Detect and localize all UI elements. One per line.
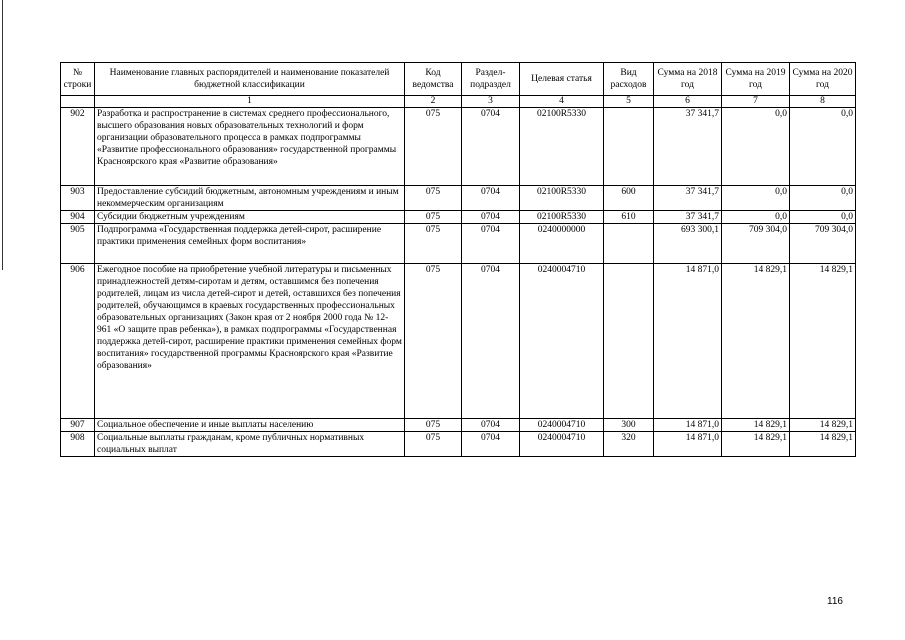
row-sum-2018: 37 341,7 [654,186,722,211]
row-number: 907 [61,419,95,432]
row-number: 905 [61,224,95,264]
row-sum-2019: 14 829,1 [722,264,790,419]
column-number-row [61,96,856,108]
row-sum-2018: 14 871,0 [654,264,722,419]
row-code: 075 [405,419,462,432]
row-section: 0704 [462,108,520,186]
table-row [61,186,856,211]
header-kind: Вид расходов [604,63,654,96]
row-sum-2019: 14 829,1 [722,432,790,457]
row-sum-2018: 14 871,0 [654,419,722,432]
row-number: 902 [61,108,95,186]
row-sum-2019: 0,0 [722,108,790,186]
header-sum-2019: Сумма на 2019 год [722,63,790,96]
row-code: 075 [405,108,462,186]
column-number: 2 [405,96,462,108]
row-sum-2020: 0,0 [790,108,856,186]
row-name: Разработка и распространение в системах среднего профессионального, высшего образования новых образовательных технологий и форм организации образовательного процесса в рамках подпрограммы «Развитие профессионального образования» государственной программы Красноярского края «Развитие образования» [95,108,405,186]
header-sum-2018: Сумма на 2018 год [654,63,722,96]
column-number: 1 [95,96,405,108]
row-sum-2020: 14 829,1 [790,432,856,457]
row-sum-2018: 37 341,7 [654,211,722,224]
row-sum-2020: 709 304,0 [790,224,856,264]
scan-edge-line [2,0,3,270]
row-kind: 300 [604,419,654,432]
row-number: 904 [61,211,95,224]
row-kind [604,108,654,186]
row-number: 908 [61,432,95,457]
row-section: 0704 [462,432,520,457]
page-number: 116 [827,596,843,607]
row-number: 903 [61,186,95,211]
column-number: 8 [790,96,856,108]
header-sum-2020: Сумма на 2020 год [790,63,856,96]
row-section: 0704 [462,264,520,419]
row-name: Субсидии бюджетным учреждениям [95,211,405,224]
row-kind [604,264,654,419]
row-code: 075 [405,432,462,457]
column-number [61,96,95,108]
row-name: Социальные выплаты гражданам, кроме публичных нормативных социальных выплат [95,432,405,457]
row-name: Предоставление субсидий бюджетным, автономным учреждениям и иным некоммерческим организациям [95,186,405,211]
table-row [61,264,856,419]
row-sum-2020: 0,0 [790,211,856,224]
row-sum-2019: 0,0 [722,211,790,224]
row-code: 075 [405,224,462,264]
row-sum-2019: 0,0 [722,186,790,211]
row-target: 0240000000 [520,224,604,264]
column-number: 6 [654,96,722,108]
header-row-number: № строки [61,63,95,96]
header-name: Наименование главных распорядителей и наименование показателей бюджетной классификации [95,63,405,96]
row-sum-2019: 14 829,1 [722,419,790,432]
header-target: Целевая статья [520,63,604,96]
row-number: 906 [61,264,95,419]
header-row [61,63,856,96]
row-section: 0704 [462,211,520,224]
row-kind [604,224,654,264]
row-section: 0704 [462,224,520,264]
column-number: 5 [604,96,654,108]
row-sum-2018: 37 341,7 [654,108,722,186]
row-name: Ежегодное пособие на приобретение учебной литературы и письменных принадлежностей детям-сиротам и детям, оставшимся без попечения родителей, лицам из числа детей-сирот и детей, оставшихся без попечения родителей, обучающимся в краевых государственных профессиональных образовательных организациях (Закон края от 2 ноября 2000 года № 12-961 «О защите прав ребенка»), в рамках подпрограммы «Государственная поддержка детей-сирот, расширение практики применения семейных форм воспитания» государственной программы Красноярского края «Развитие образования» [95,264,405,419]
table-row [61,419,856,432]
row-sum-2020: 0,0 [790,186,856,211]
row-section: 0704 [462,186,520,211]
row-kind: 600 [604,186,654,211]
column-number: 4 [520,96,604,108]
row-code: 075 [405,186,462,211]
row-sum-2018: 14 871,0 [654,432,722,457]
row-target: 0240004710 [520,432,604,457]
row-target: 0240004710 [520,419,604,432]
row-target: 02100R5330 [520,211,604,224]
row-name: Подпрограмма «Государственная поддержка детей-сирот, расширение практики применения семейных форм воспитания» [95,224,405,264]
row-sum-2020: 14 829,1 [790,419,856,432]
row-target: 02100R5330 [520,186,604,211]
table-row [61,432,856,457]
header-section: Раздел-подраздел [462,63,520,96]
budget-table [60,62,856,457]
row-section: 0704 [462,419,520,432]
table-row [61,108,856,186]
row-kind: 610 [604,211,654,224]
row-sum-2020: 14 829,1 [790,264,856,419]
table-row [61,211,856,224]
row-sum-2018: 693 300,1 [654,224,722,264]
table-row [61,224,856,264]
row-kind: 320 [604,432,654,457]
row-target: 02100R5330 [520,108,604,186]
row-code: 075 [405,211,462,224]
row-name: Социальное обеспечение и иные выплаты населению [95,419,405,432]
column-number: 7 [722,96,790,108]
row-target: 0240004710 [520,264,604,419]
column-number: 3 [462,96,520,108]
row-code: 075 [405,264,462,419]
row-sum-2019: 709 304,0 [722,224,790,264]
header-code: Код ведомства [405,63,462,96]
